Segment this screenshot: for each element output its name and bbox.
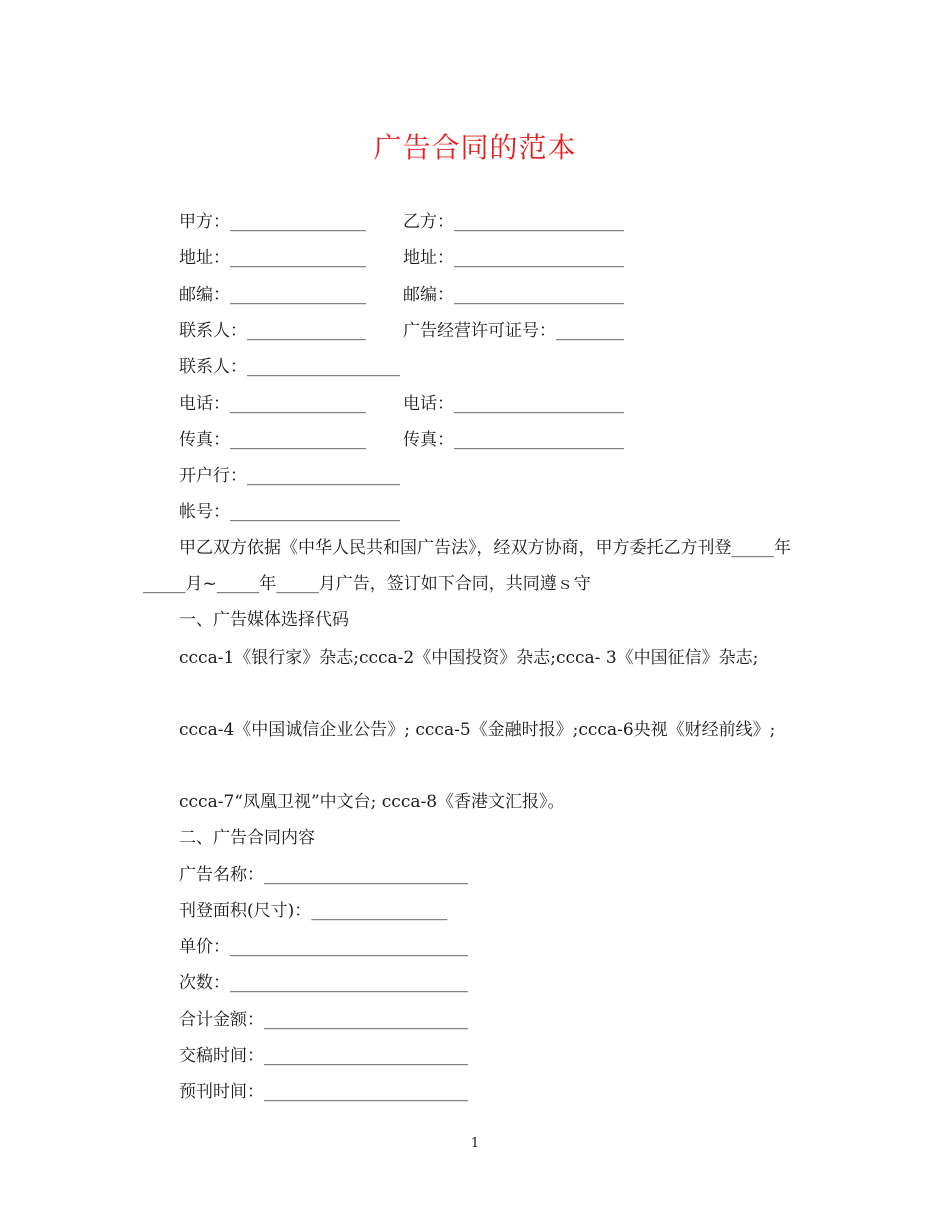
fax-b-row	[403, 428, 624, 452]
section1-paragraph-2: ccca-4《中国诚信企业公告》; ccca-5《金融时报》;ccca-6央视《财经前线》;	[179, 720, 776, 740]
field-row	[179, 1044, 468, 1068]
account-blank[interactable]: ____________________	[230, 502, 400, 522]
field-row	[179, 1008, 468, 1032]
party-b-label: 乙方：	[403, 212, 454, 232]
field-label: 广告名称：	[179, 865, 264, 885]
field-blank[interactable]: ________________________	[264, 1046, 468, 1066]
field-label: 单价：	[179, 937, 230, 957]
fax-b-label: 传真：	[403, 430, 454, 450]
contact-a-label: 联系人：	[179, 321, 247, 341]
zip-a-row	[179, 283, 366, 307]
contact-b-label: 联系人：	[179, 357, 247, 377]
contact-a-blank[interactable]: ______________	[247, 321, 366, 341]
fax-a-blank[interactable]: ________________	[230, 430, 366, 450]
address-a-row	[179, 246, 366, 270]
contact-b-blank[interactable]: __________________	[247, 357, 400, 377]
license-blank[interactable]: ________	[556, 321, 624, 341]
zip-b-label: 邮编：	[403, 285, 454, 305]
fax-a-label: 传真：	[179, 430, 230, 450]
address-a-label: 地址：	[179, 248, 230, 268]
field-label: 刊登面积(尺寸)：	[179, 901, 312, 921]
fax-a-row	[179, 428, 366, 452]
phone-a-blank[interactable]: ________________	[230, 394, 366, 414]
fax-b-blank[interactable]: ____________________	[454, 430, 624, 450]
field-blank[interactable]: ________________	[311, 901, 448, 921]
page-title: 广告合同的范本	[373, 131, 577, 164]
field-blank[interactable]: ________________________	[264, 1010, 468, 1030]
address-a-blank[interactable]: ________________	[230, 248, 366, 268]
contact-b-row	[179, 355, 400, 379]
field-row	[179, 971, 468, 995]
section1-paragraph-3: ccca-7“凤凰卫视”中文台; ccca-8《香港文汇报》。	[179, 792, 565, 812]
zip-b-row	[403, 283, 624, 307]
account-label: 帐号：	[179, 502, 230, 522]
address-b-blank[interactable]: ____________________	[454, 248, 624, 268]
phone-b-label: 电话：	[403, 394, 454, 414]
field-label: 预刊时间：	[179, 1082, 264, 1102]
account-row	[179, 500, 400, 524]
zip-b-blank[interactable]: ____________________	[454, 285, 624, 305]
party-b-row	[403, 210, 624, 234]
party-a-label: 甲方：	[179, 212, 230, 232]
field-blank[interactable]: ____________________________	[230, 973, 468, 993]
intro-paragraph: 甲乙双方依据《中华人民共和国广告法》，经双方协商，甲方委托乙方刊登_____年_____月~_____年_____月广告，签订如下合同，共同遵ｓ守	[143, 538, 791, 594]
contact-a-row	[179, 319, 366, 343]
field-row	[179, 1080, 468, 1104]
field-label: 合计金额：	[179, 1010, 264, 1030]
license-row	[403, 319, 624, 343]
field-row	[179, 863, 468, 887]
bank-label: 开户行：	[179, 466, 247, 486]
zip-a-label: 邮编：	[179, 285, 230, 305]
phone-a-label: 电话：	[179, 394, 230, 414]
party-a-row	[179, 210, 366, 234]
license-label: 广告经营许可证号：	[403, 321, 556, 341]
field-blank[interactable]: ________________________	[264, 1082, 468, 1102]
section1-paragraph-1: ccca-1《银行家》杂志;ccca-2《中国投资》杂志;ccca- 3《中国征信》杂志;	[179, 648, 759, 668]
field-row	[179, 935, 468, 959]
section1-heading: 一、广告媒体选择代码	[179, 610, 349, 630]
page-number: 1	[470, 1136, 480, 1151]
zip-a-blank[interactable]: ________________	[230, 285, 366, 305]
address-b-row	[403, 246, 624, 270]
party-b-blank[interactable]: ____________________	[454, 212, 624, 232]
field-blank[interactable]: ________________________	[264, 865, 468, 885]
field-label: 交稿时间：	[179, 1046, 264, 1066]
phone-a-row	[179, 392, 366, 416]
field-row	[179, 899, 447, 923]
bank-row	[179, 464, 400, 488]
address-b-label: 地址：	[403, 248, 454, 268]
phone-b-row	[403, 392, 624, 416]
phone-b-blank[interactable]: ____________________	[454, 394, 624, 414]
field-label: 次数：	[179, 973, 230, 993]
section2-heading: 二、广告合同内容	[179, 828, 315, 848]
party-a-blank[interactable]: ________________	[230, 212, 366, 232]
bank-blank[interactable]: __________________	[247, 466, 400, 486]
field-blank[interactable]: ____________________________	[230, 937, 468, 957]
